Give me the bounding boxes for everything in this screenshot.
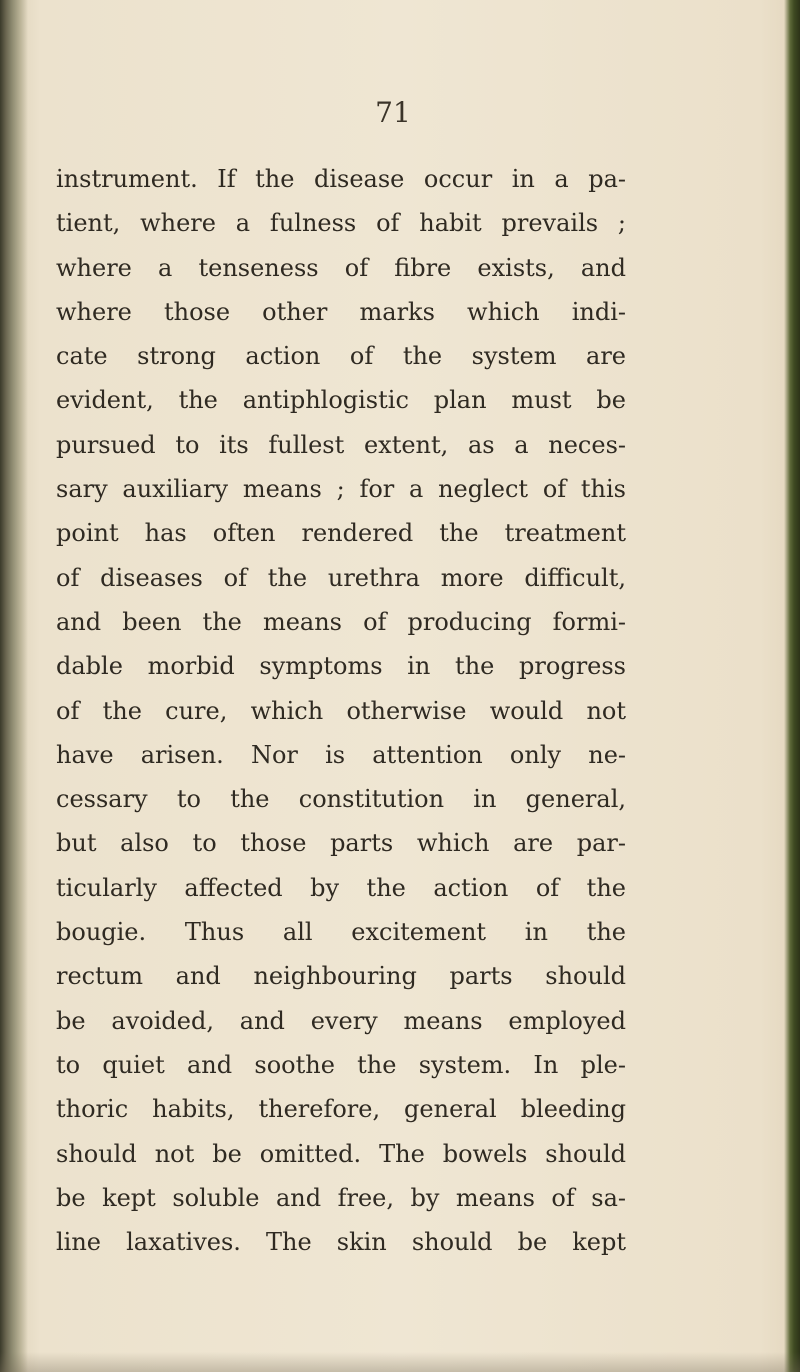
text-line: rectum and neighbouring parts should bbox=[56, 962, 626, 991]
page-number: 71 bbox=[375, 96, 411, 129]
text-line: line laxatives. The skin should be kept bbox=[56, 1228, 626, 1257]
text-line: be avoided, and every means employed bbox=[56, 1006, 626, 1035]
text-line: have arisen. Nor is attention only ne- bbox=[56, 740, 626, 769]
text-line: where those other marks which indi- bbox=[56, 297, 626, 326]
text-line: should not be omitted. The bowels should bbox=[56, 1139, 626, 1168]
text-line: cessary to the constitution in general, bbox=[56, 785, 626, 814]
text-line: point has often rendered the treatment bbox=[56, 519, 626, 548]
text-line: to quiet and soothe the system. In ple- bbox=[56, 1050, 626, 1079]
text-line: but also to those parts which are par- bbox=[56, 829, 626, 858]
page-bottom-shadow bbox=[0, 1352, 800, 1372]
text-line: be kept soluble and free, by means of sa- bbox=[56, 1183, 626, 1212]
page-cover-edge bbox=[784, 0, 800, 1372]
text-line: cate strong action of the system are bbox=[56, 342, 626, 371]
text-line: dable morbid symptoms in the progress bbox=[56, 652, 626, 681]
body-text bbox=[56, 157, 626, 1264]
text-line: tient, where a fulness of habit prevails ; bbox=[56, 209, 626, 238]
text-line: ticularly affected by the action of the bbox=[56, 873, 626, 902]
text-line: evident, the antiphlogistic plan must be bbox=[56, 386, 626, 415]
page-binding-edge bbox=[0, 0, 28, 1372]
text-line: where a tenseness of fibre exists, and bbox=[56, 253, 626, 282]
text-line: of diseases of the urethra more difficult, bbox=[56, 563, 626, 592]
text-line: instrument. If the disease occur in a pa- bbox=[56, 165, 626, 193]
text-line: bougie. Thus all excitement in the bbox=[56, 918, 626, 947]
text-line: of the cure, which otherwise would not bbox=[56, 696, 626, 725]
text-line: sary auxiliary means ; for a neglect of this bbox=[56, 475, 626, 504]
text-line: thoric habits, therefore, general bleeding bbox=[56, 1095, 626, 1124]
text-line: pursued to its fullest extent, as a neces- bbox=[56, 430, 626, 459]
text-line: and been the means of producing formi- bbox=[56, 607, 626, 636]
